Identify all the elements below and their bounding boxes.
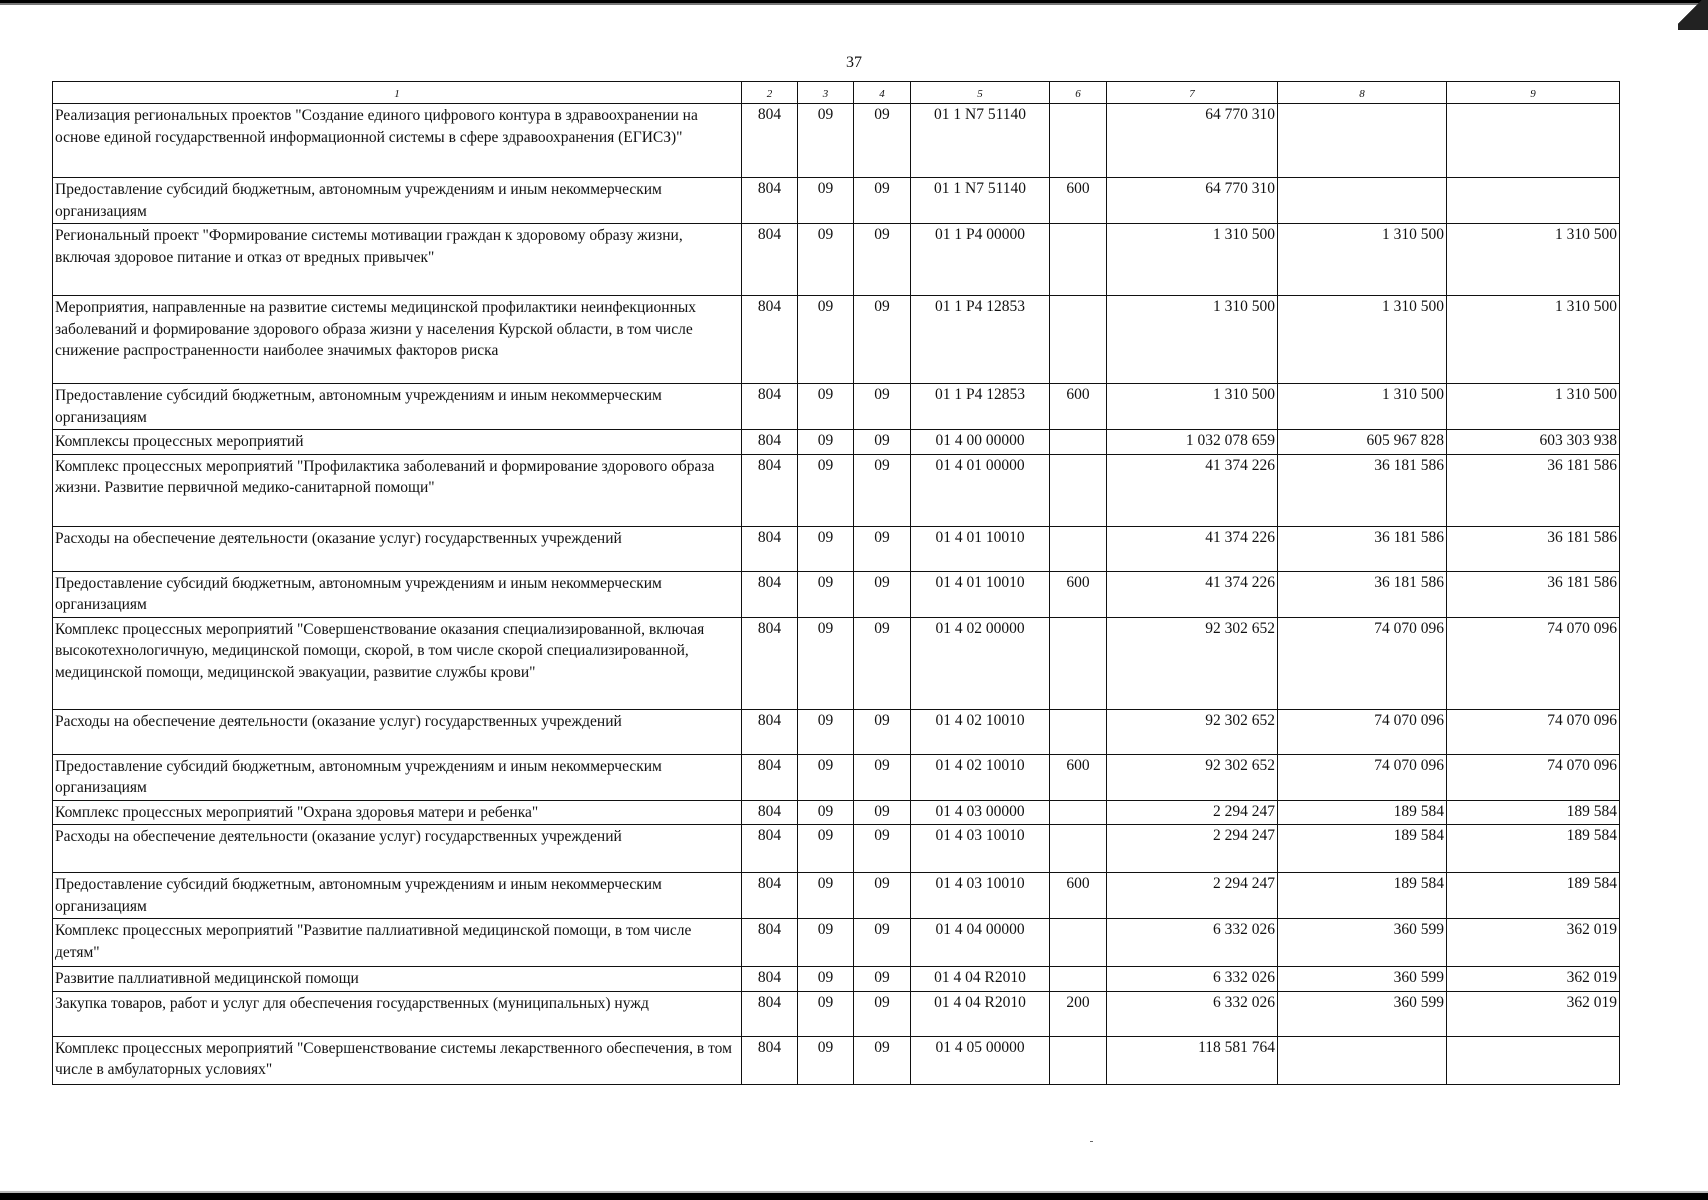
row-cell-col-3: 09 [798,754,854,800]
row-cell-col-3: 09 [798,454,854,526]
row-cell-col-5: 01 4 00 00000 [911,430,1050,455]
row-cell-col-3: 09 [798,296,854,384]
row-cell-col-3: 09 [798,384,854,430]
row-cell-col-3: 09 [798,967,854,992]
row-cell-col-4: 09 [854,825,911,873]
row-cell-col-9: 74 070 096 [1447,709,1620,754]
table-row [53,104,1620,178]
row-cell-col-9 [1447,104,1620,178]
row-cell-col-3: 09 [798,709,854,754]
row-cell-col-7: 1 310 500 [1107,296,1278,384]
row-cell-col-4: 09 [854,800,911,825]
row-cell-col-2: 804 [742,384,798,430]
col-header-9: 9 [1447,82,1620,104]
row-cell-col-6 [1050,800,1107,825]
row-cell-col-4: 09 [854,571,911,617]
row-cell-col-6 [1050,104,1107,178]
row-cell-col-7: 41 374 226 [1107,454,1278,526]
row-cell-col-5: 01 1 P4 12853 [911,296,1050,384]
table-row [53,178,1620,224]
scan-top-edge [0,0,1708,8]
row-cell-col-9: 36 181 586 [1447,454,1620,526]
row-cell-col-5: 01 4 02 00000 [911,617,1050,709]
row-name-cell: Региональный проект "Формирование системы мотивации граждан к здоровому образу жизни, включая здоровое питание и отказ от вредных привычек" [53,224,742,296]
row-cell-col-2: 804 [742,825,798,873]
scan-corner-mark [1678,0,1708,30]
row-cell-col-2: 804 [742,454,798,526]
row-cell-col-4: 09 [854,224,911,296]
table-row [53,919,1620,967]
row-cell-col-6 [1050,526,1107,571]
row-cell-col-5: 01 4 05 00000 [911,1036,1050,1084]
row-cell-col-5: 01 4 01 10010 [911,526,1050,571]
row-cell-col-9: 362 019 [1447,919,1620,967]
row-cell-col-9: 189 584 [1447,800,1620,825]
row-cell-col-6 [1050,1036,1107,1084]
row-cell-col-5: 01 1 N7 51140 [911,178,1050,224]
row-cell-col-7: 6 332 026 [1107,991,1278,1036]
table-row [53,454,1620,526]
row-cell-col-8: 605 967 828 [1278,430,1447,455]
row-cell-col-6: 200 [1050,991,1107,1036]
row-cell-col-7: 92 302 652 [1107,709,1278,754]
row-cell-col-3: 09 [798,825,854,873]
row-cell-col-9: 603 303 938 [1447,430,1620,455]
row-cell-col-3: 09 [798,178,854,224]
table-row [53,430,1620,455]
row-cell-col-4: 09 [854,384,911,430]
table-row [53,296,1620,384]
row-cell-col-5: 01 4 01 00000 [911,454,1050,526]
row-cell-col-4: 09 [854,967,911,992]
row-name-cell: Комплекс процессных мероприятий "Совершенствование оказания специализированной, включая высокотехнологичную, медицинской помощи, скорой, в том числе скорой специализированной, медицинской помощи, медицинской эвакуации, развитие службы крови" [53,617,742,709]
row-cell-col-2: 804 [742,104,798,178]
row-cell-col-4: 09 [854,430,911,455]
table-row [53,991,1620,1036]
row-cell-col-4: 09 [854,617,911,709]
row-cell-col-9: 36 181 586 [1447,571,1620,617]
row-cell-col-3: 09 [798,617,854,709]
row-name-cell: Развитие паллиативной медицинской помощи [53,967,742,992]
row-cell-col-3: 09 [798,571,854,617]
row-cell-col-3: 09 [798,1036,854,1084]
row-cell-col-6: 600 [1050,384,1107,430]
row-cell-col-8: 74 070 096 [1278,617,1447,709]
row-cell-col-5: 01 4 03 10010 [911,873,1050,919]
row-cell-col-2: 804 [742,800,798,825]
table-row [53,967,1620,992]
row-cell-col-2: 804 [742,919,798,967]
row-cell-col-7: 2 294 247 [1107,873,1278,919]
row-cell-col-4: 09 [854,1036,911,1084]
row-cell-col-8 [1278,1036,1447,1084]
row-cell-col-8: 36 181 586 [1278,526,1447,571]
col-header-7: 7 [1107,82,1278,104]
row-cell-col-9: 189 584 [1447,873,1620,919]
row-cell-col-8 [1278,104,1447,178]
table-header-row [53,82,1620,104]
row-name-cell: Комплекс процессных мероприятий "Профилактика заболеваний и формирование здорового образа жизни. Развитие первичной медико-санитарной помощи" [53,454,742,526]
row-cell-col-8: 36 181 586 [1278,571,1447,617]
row-name-cell: Предоставление субсидий бюджетным, автономным учреждениям и иным некоммерческим организациям [53,384,742,430]
row-cell-col-2: 804 [742,178,798,224]
row-cell-col-7: 41 374 226 [1107,571,1278,617]
row-cell-col-8: 189 584 [1278,825,1447,873]
row-cell-col-4: 09 [854,526,911,571]
scan-bottom-edge [0,1191,1708,1200]
row-cell-col-2: 804 [742,967,798,992]
table-row [53,1036,1620,1084]
row-cell-col-5: 01 4 04 00000 [911,919,1050,967]
row-cell-col-3: 09 [798,104,854,178]
row-cell-col-9: 74 070 096 [1447,754,1620,800]
row-cell-col-7: 1 310 500 [1107,384,1278,430]
row-cell-col-9 [1447,1036,1620,1084]
row-cell-col-6: 600 [1050,754,1107,800]
row-cell-col-5: 01 1 P4 12853 [911,384,1050,430]
row-name-cell: Реализация региональных проектов "Создание единого цифрового контура в здравоохранении на основе единой государственной информационной системы в сфере здравоохранения (ЕГИСЗ)" [53,104,742,178]
row-cell-col-6 [1050,224,1107,296]
row-cell-col-7: 64 770 310 [1107,178,1278,224]
row-cell-col-6 [1050,825,1107,873]
row-cell-col-3: 09 [798,526,854,571]
row-cell-col-9: 1 310 500 [1447,224,1620,296]
row-cell-col-5: 01 1 N7 51140 [911,104,1050,178]
row-name-cell: Расходы на обеспечение деятельности (оказание услуг) государственных учреждений [53,526,742,571]
row-name-cell: Предоставление субсидий бюджетным, автономным учреждениям и иным некоммерческим организациям [53,571,742,617]
row-cell-col-2: 804 [742,754,798,800]
row-cell-col-8: 1 310 500 [1278,224,1447,296]
row-cell-col-8: 189 584 [1278,873,1447,919]
row-cell-col-5: 01 4 03 00000 [911,800,1050,825]
row-cell-col-2: 804 [742,873,798,919]
row-cell-col-3: 09 [798,919,854,967]
row-cell-col-8: 360 599 [1278,967,1447,992]
row-cell-col-8: 189 584 [1278,800,1447,825]
table-row [53,709,1620,754]
row-name-cell: Расходы на обеспечение деятельности (оказание услуг) государственных учреждений [53,709,742,754]
row-cell-col-4: 09 [854,754,911,800]
row-cell-col-7: 92 302 652 [1107,617,1278,709]
row-cell-col-5: 01 4 04 R2010 [911,991,1050,1036]
row-cell-col-8 [1278,178,1447,224]
row-cell-col-9: 362 019 [1447,967,1620,992]
row-cell-col-2: 804 [742,224,798,296]
row-cell-col-7: 1 032 078 659 [1107,430,1278,455]
row-cell-col-6: 600 [1050,178,1107,224]
row-name-cell: Комплекс процессных мероприятий "Совершенствование системы лекарственного обеспечения, в том числе в амбулаторных условиях" [53,1036,742,1084]
row-cell-col-7: 64 770 310 [1107,104,1278,178]
row-cell-col-6 [1050,430,1107,455]
row-cell-col-5: 01 4 02 10010 [911,754,1050,800]
row-cell-col-4: 09 [854,454,911,526]
row-cell-col-8: 36 181 586 [1278,454,1447,526]
col-header-5: 5 [911,82,1050,104]
table-row [53,754,1620,800]
row-name-cell: Комплекс процессных мероприятий "Развитие паллиативной медицинской помощи, в том числе детям" [53,919,742,967]
row-cell-col-8: 360 599 [1278,919,1447,967]
row-cell-col-2: 804 [742,296,798,384]
row-cell-col-4: 09 [854,178,911,224]
row-cell-col-3: 09 [798,991,854,1036]
row-cell-col-4: 09 [854,296,911,384]
table-row [53,224,1620,296]
row-cell-col-9: 362 019 [1447,991,1620,1036]
table-row [53,873,1620,919]
col-header-4: 4 [854,82,911,104]
row-cell-col-4: 09 [854,919,911,967]
row-cell-col-7: 6 332 026 [1107,919,1278,967]
row-cell-col-2: 804 [742,571,798,617]
row-name-cell: Предоставление субсидий бюджетным, автономным учреждениям и иным некоммерческим организациям [53,873,742,919]
row-cell-col-7: 92 302 652 [1107,754,1278,800]
row-cell-col-5: 01 4 03 10010 [911,825,1050,873]
table-row [53,825,1620,873]
row-cell-col-8: 1 310 500 [1278,296,1447,384]
row-cell-col-7: 2 294 247 [1107,825,1278,873]
row-name-cell: Закупка товаров, работ и услуг для обеспечения государственных (муниципальных) нужд [53,991,742,1036]
row-cell-col-8: 360 599 [1278,991,1447,1036]
scan-speck [1090,1141,1093,1142]
row-cell-col-5: 01 4 02 10010 [911,709,1050,754]
page-number: 37 [846,54,862,71]
table-row [53,617,1620,709]
row-name-cell: Мероприятия, направленные на развитие системы медицинской профилактики неинфекционных заболеваний и формирование здорового образа жизни у населения Курской области, в том числе снижение распространенности наиболее значимых факторов риска [53,296,742,384]
row-cell-col-4: 09 [854,873,911,919]
row-cell-col-6 [1050,919,1107,967]
col-header-6: 6 [1050,82,1107,104]
row-cell-col-3: 09 [798,224,854,296]
row-cell-col-2: 804 [742,430,798,455]
table-row [53,384,1620,430]
col-header-3: 3 [798,82,854,104]
row-cell-col-9: 74 070 096 [1447,617,1620,709]
row-cell-col-3: 09 [798,430,854,455]
row-cell-col-4: 09 [854,104,911,178]
row-cell-col-8: 74 070 096 [1278,754,1447,800]
row-name-cell: Комплексы процессных мероприятий [53,430,742,455]
table-row [53,526,1620,571]
row-cell-col-6: 600 [1050,571,1107,617]
row-cell-col-6 [1050,454,1107,526]
row-cell-col-6 [1050,617,1107,709]
row-cell-col-6 [1050,709,1107,754]
row-cell-col-2: 804 [742,617,798,709]
row-cell-col-6 [1050,967,1107,992]
row-cell-col-9: 36 181 586 [1447,526,1620,571]
row-cell-col-5: 01 4 01 10010 [911,571,1050,617]
row-cell-col-4: 09 [854,709,911,754]
row-cell-col-2: 804 [742,1036,798,1084]
col-header-2: 2 [742,82,798,104]
row-cell-col-6 [1050,296,1107,384]
col-header-1: 1 [53,82,742,104]
row-cell-col-7: 2 294 247 [1107,800,1278,825]
row-cell-col-7: 1 310 500 [1107,224,1278,296]
row-cell-col-7: 6 332 026 [1107,967,1278,992]
row-cell-col-8: 74 070 096 [1278,709,1447,754]
row-cell-col-9: 189 584 [1447,825,1620,873]
col-header-8: 8 [1278,82,1447,104]
budget-table [52,81,1620,1085]
row-name-cell: Предоставление субсидий бюджетным, автономным учреждениям и иным некоммерческим организациям [53,754,742,800]
row-cell-col-5: 01 4 04 R2010 [911,967,1050,992]
row-cell-col-7: 118 581 764 [1107,1036,1278,1084]
row-cell-col-6: 600 [1050,873,1107,919]
row-cell-col-2: 804 [742,709,798,754]
row-cell-col-3: 09 [798,873,854,919]
row-name-cell: Расходы на обеспечение деятельности (оказание услуг) государственных учреждений [53,825,742,873]
row-cell-col-7: 41 374 226 [1107,526,1278,571]
row-cell-col-4: 09 [854,991,911,1036]
table-row [53,800,1620,825]
row-cell-col-9: 1 310 500 [1447,296,1620,384]
row-name-cell: Комплекс процессных мероприятий "Охрана здоровья матери и ребенка" [53,800,742,825]
row-cell-col-9 [1447,178,1620,224]
row-cell-col-8: 1 310 500 [1278,384,1447,430]
table-row [53,571,1620,617]
row-cell-col-5: 01 1 P4 00000 [911,224,1050,296]
row-cell-col-9: 1 310 500 [1447,384,1620,430]
row-cell-col-3: 09 [798,800,854,825]
table-body [53,104,1620,1085]
row-cell-col-2: 804 [742,991,798,1036]
row-name-cell: Предоставление субсидий бюджетным, автономным учреждениям и иным некоммерческим организациям [53,178,742,224]
row-cell-col-2: 804 [742,526,798,571]
